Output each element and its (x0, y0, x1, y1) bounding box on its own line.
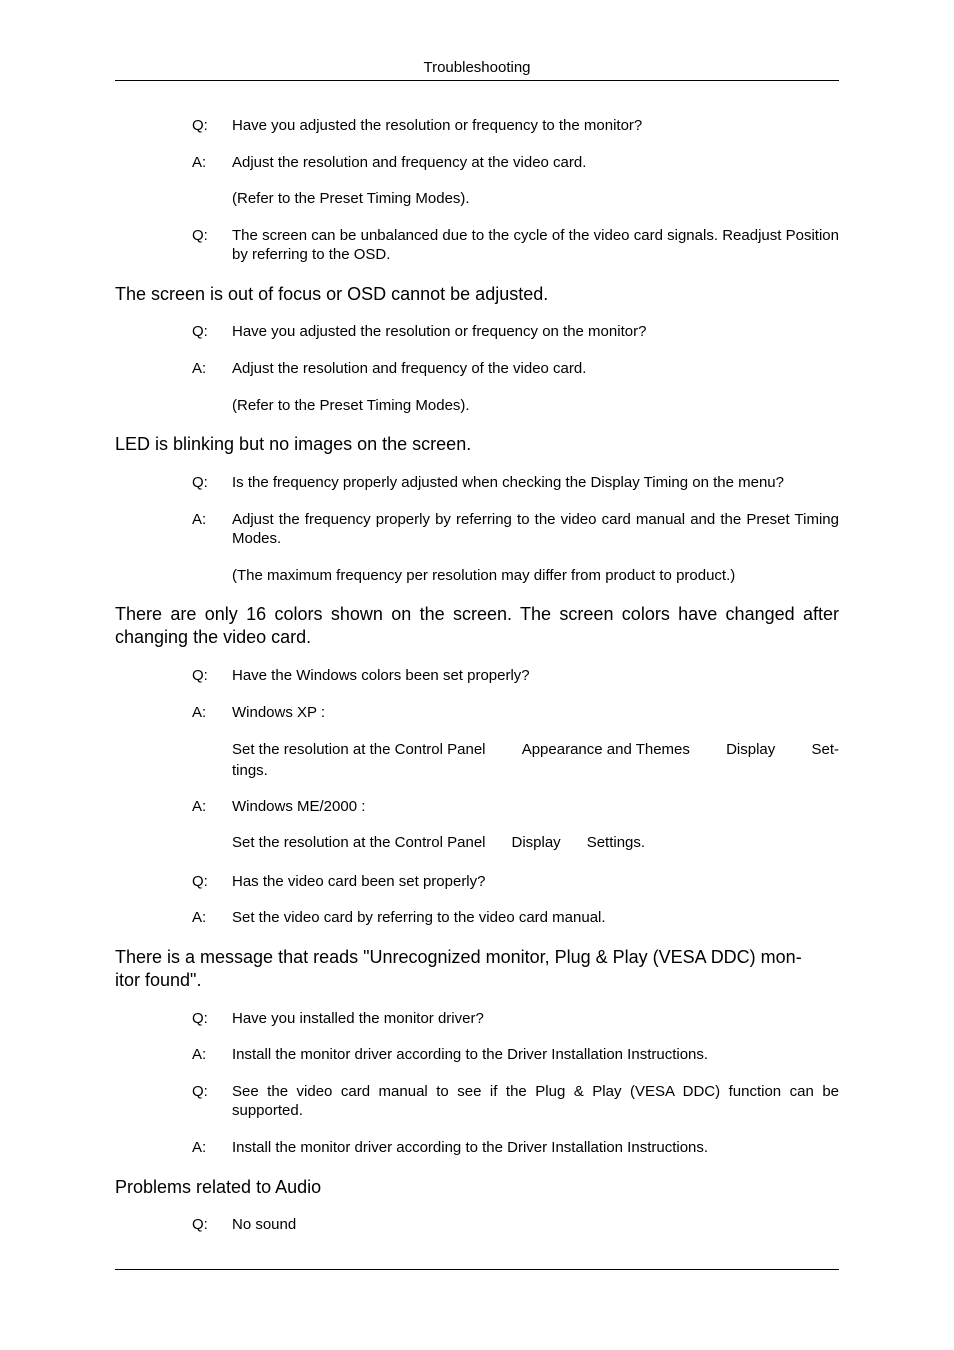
qa-label: Q: (192, 117, 208, 134)
qa-item (192, 153, 839, 172)
qa-text: Install the monitor driver according to the Driver Installation Instructions. (232, 1046, 709, 1063)
section-heading: There are only 16 colors shown on the screen. The screen colors have changed after changing the video card. (115, 604, 839, 647)
qa-text: Is the frequency properly adjusted when checking the Display Timing on the menu? (232, 474, 784, 491)
qa-label: A: (192, 511, 207, 528)
qa-item (192, 908, 839, 927)
qa-label: Q: (192, 227, 208, 244)
section-heading: Problems related to Audio (115, 1177, 322, 1197)
qa-item (192, 1045, 839, 1064)
path-line (232, 739, 839, 760)
qa-text: Have the Windows colors been set properly? (232, 667, 530, 684)
path-line (232, 833, 839, 852)
qa-item (192, 473, 839, 492)
qa-label: Q: (192, 1010, 208, 1027)
qa-text: Have you installed the monitor driver? (232, 1010, 484, 1027)
qa-label: Q: (192, 873, 208, 890)
qa-text: Set the video card by referring to the video card manual. (232, 909, 606, 926)
qa-text: Has the video card been set properly? (232, 873, 486, 890)
qa-text: (Refer to the Preset Timing Modes). (232, 190, 470, 207)
qa-label: A: (192, 1046, 207, 1063)
qa-note (192, 189, 839, 208)
qa-text: Have you adjusted the resolution or frequency to the monitor? (232, 117, 643, 134)
qa-item (192, 666, 839, 685)
page-header-title: Troubleshooting (423, 59, 531, 76)
qa-text: Adjust the resolution and frequency at the video card. (232, 154, 587, 171)
qa-text: (Refer to the Preset Timing Modes). (232, 397, 470, 414)
path-step: Settings. (586, 834, 646, 851)
header-rule (115, 80, 839, 81)
qa-item (192, 1082, 839, 1120)
path-block (232, 739, 839, 781)
section-heading (115, 946, 839, 992)
qa-item (192, 510, 839, 548)
path-step: Appearance and Themes (521, 741, 690, 758)
qa-label: Q: (192, 1083, 208, 1100)
qa-label: A: (192, 1139, 207, 1156)
qa-label: A: (192, 360, 207, 377)
path-step: Set the resolution at the Control Panel (232, 741, 486, 758)
qa-label: A: (192, 154, 207, 171)
footer-rule (115, 1269, 839, 1270)
qa-note (192, 396, 839, 415)
qa-label: Q: (192, 1216, 208, 1233)
path-step: Set- (811, 741, 839, 758)
settings-path-me (192, 833, 839, 852)
qa-item (192, 797, 839, 816)
qa-text: Adjust the resolution and frequency of the video card. (232, 360, 587, 377)
section-heading: LED is blinking but no images on the screen. (115, 434, 472, 454)
qa-label: A: (192, 909, 207, 926)
path-step: Display (511, 834, 561, 851)
qa-item (192, 872, 839, 891)
qa-text: Have you adjusted the resolution or frequency on the monitor? (232, 323, 647, 340)
qa-text: Windows XP : (232, 704, 326, 721)
qa-label: Q: (192, 667, 208, 684)
qa-label: A: (192, 798, 207, 815)
qa-item (192, 1215, 839, 1234)
heading-line: There is a message that reads "Unrecognized monitor, Plug & Play (VESA DDC) mon- (115, 947, 802, 967)
heading-line: itor found". (115, 970, 202, 990)
qa-item (192, 359, 839, 378)
qa-label: Q: (192, 323, 208, 340)
path-step: Display (726, 741, 776, 758)
qa-label: A: (192, 704, 207, 721)
path-block (232, 833, 839, 852)
qa-item (192, 322, 839, 341)
path-step: Set the resolution at the Control Panel (232, 834, 486, 851)
section-heading: The screen is out of focus or OSD cannot be adjusted. (115, 284, 549, 304)
settings-path-xp (192, 739, 839, 781)
qa-text: Install the monitor driver according to the Driver Installation Instructions. (232, 1139, 709, 1156)
qa-item (192, 1009, 839, 1028)
qa-item (192, 703, 839, 722)
qa-item (192, 116, 839, 135)
qa-label: Q: (192, 474, 208, 491)
qa-text: (The maximum frequency per resolution may differ from product to product.) (232, 567, 736, 584)
path-continuation: tings. (232, 762, 268, 779)
qa-text: Windows ME/2000 : (232, 798, 366, 815)
qa-note (192, 566, 839, 585)
qa-item (192, 226, 839, 264)
qa-text: See the video card manual to see if the Plug & Play (VESA DDC) function can be supported. (232, 1083, 839, 1119)
qa-text: No sound (232, 1216, 297, 1233)
qa-text: The screen can be unbalanced due to the cycle of the video card signals. Readjust Position by referring to the OSD. (232, 227, 839, 263)
qa-text: Adjust the frequency properly by referring to the video card manual and the Preset Timing Modes. (232, 511, 839, 547)
qa-item (192, 1138, 839, 1157)
